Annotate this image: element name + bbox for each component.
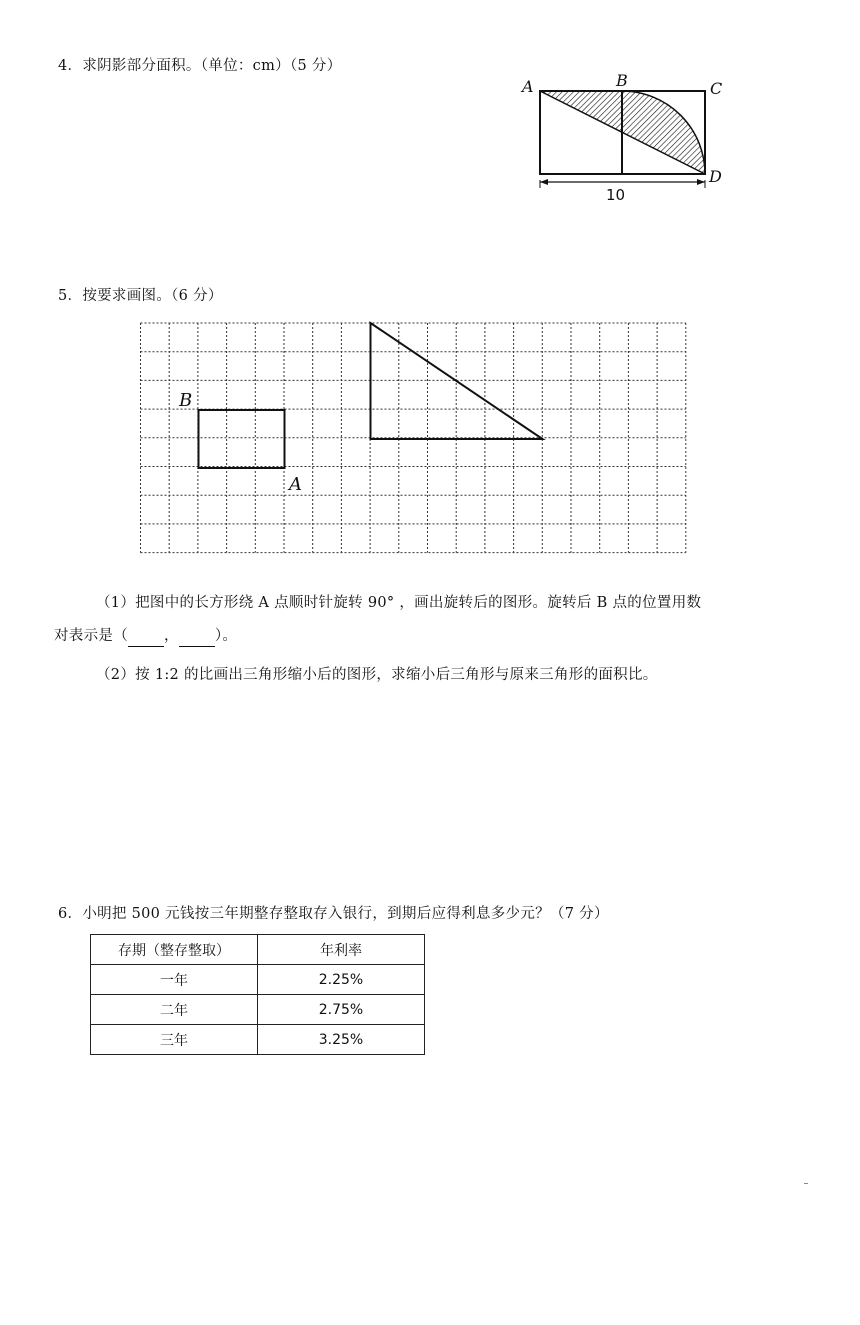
label-c: C bbox=[710, 79, 723, 98]
label-d: D bbox=[709, 167, 722, 186]
shaded-arc-region bbox=[622, 91, 705, 174]
table-cell-term: 一年 bbox=[91, 965, 258, 995]
shaded-area-figure bbox=[510, 70, 730, 210]
answer-blank-y[interactable] bbox=[179, 626, 215, 647]
dimension-label: 10 bbox=[606, 186, 626, 204]
table-row bbox=[91, 965, 425, 995]
table-header-rate: 年利率 bbox=[258, 935, 425, 965]
q5-sub1-line1: （1）把图中的长方形绕 A 点顺时针旋转 90° ，画出旋转后的图形。旋转后 B 点的位置用数 bbox=[96, 595, 702, 611]
table-cell-term: 三年 bbox=[91, 1025, 258, 1055]
question-6-text: 6．小明把 500 元钱按三年期整存整取存入银行，到期后应得利息多少元？（7 分） bbox=[58, 906, 609, 922]
table-row bbox=[91, 1025, 425, 1055]
table-cell-rate: 2.25% bbox=[258, 965, 425, 995]
question-5-text: 5．按要求画图。（6 分） bbox=[58, 288, 223, 304]
table-cell-rate: 3.25% bbox=[258, 1025, 425, 1055]
table-cell-term: 二年 bbox=[91, 995, 258, 1025]
q5-sub1-suffix: ）。 bbox=[214, 628, 238, 644]
table-header-term: 存期（整存整取） bbox=[91, 935, 258, 965]
grid-rectangle bbox=[199, 410, 285, 468]
q5-sub1-prefix: 对表示是（ bbox=[54, 628, 128, 644]
table-row bbox=[91, 995, 425, 1025]
grid-figure bbox=[135, 316, 695, 566]
grid-label-b: B bbox=[179, 390, 193, 411]
table-header-row bbox=[91, 935, 425, 965]
question-4-text: 4．求阴影部分面积。（单位：cm）（5 分） bbox=[58, 58, 342, 74]
q5-sub1-comma: ， bbox=[164, 628, 179, 644]
label-b: B bbox=[616, 71, 628, 90]
page-mark bbox=[804, 1183, 808, 1184]
grid-label-a: A bbox=[289, 474, 302, 495]
answer-blank-x[interactable] bbox=[128, 626, 164, 647]
q5-sub2: （2）按 1:2 的比画出三角形缩小后的图形，求缩小后三角形与原来三角形的面积比。 bbox=[96, 667, 658, 683]
q5-sub1-line2 bbox=[54, 626, 237, 647]
label-a: A bbox=[522, 77, 534, 96]
table-cell-rate: 2.75% bbox=[258, 995, 425, 1025]
interest-rate-table bbox=[90, 934, 425, 1055]
dotted-grid bbox=[141, 323, 686, 553]
